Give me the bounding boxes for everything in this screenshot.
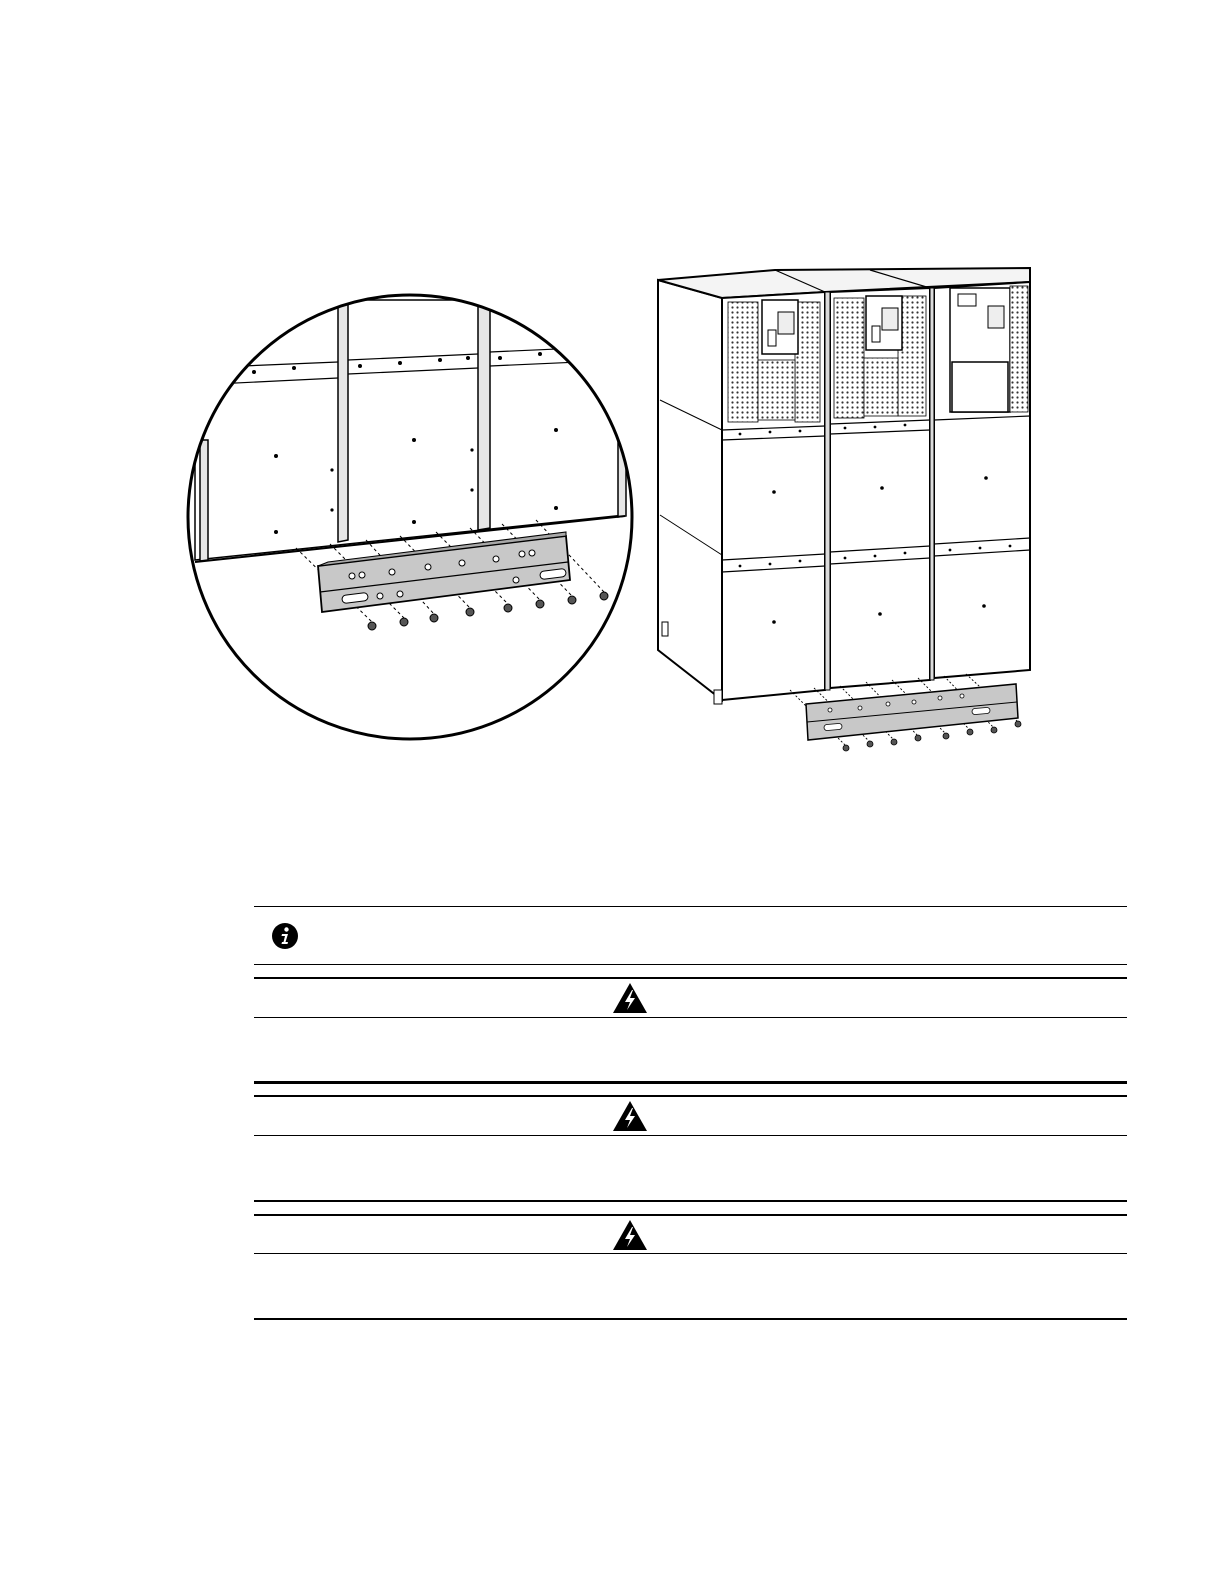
ups-cabinets [658,268,1030,704]
warning-3-mid-rule [254,1253,1127,1254]
warning-2-mid-rule [254,1135,1127,1136]
warning-3-bottom-rule [254,1318,1127,1320]
electrical-hazard-icon [612,1100,648,1132]
warning-1-bottom-rule [254,1081,1127,1084]
note-top-rule [254,906,1127,907]
warning-2-bottom-rule [254,1200,1127,1202]
info-icon [271,922,299,950]
warning-2-top-rule [254,1095,1127,1097]
warning-3-top-rule [254,1214,1127,1216]
electrical-hazard-icon [612,982,648,1014]
detail-callout [180,290,640,750]
note-bottom-rule [254,964,1127,965]
electrical-hazard-icon [612,1219,648,1251]
warning-1-mid-rule [254,1017,1127,1018]
warning-1-top-rule [254,977,1127,979]
